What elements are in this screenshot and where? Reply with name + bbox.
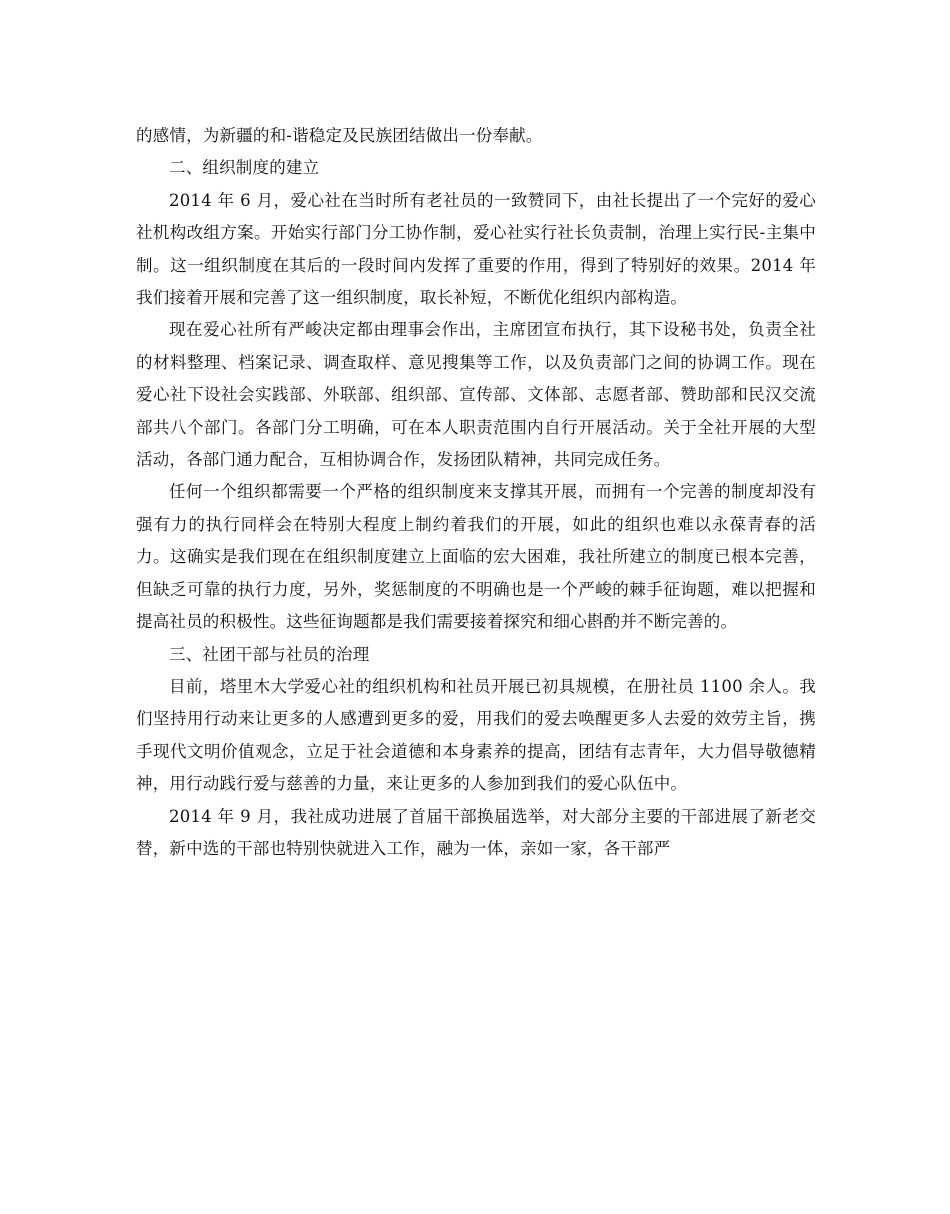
document-body: [136, 120, 816, 865]
section-heading-management: 三、社团干部与社员的治理: [169, 644, 370, 664]
paragraph: 2014 年 9 月，我社成功进展了首届干部换届选举，对大部分主要的干部进展了新老交替，新中选的干部也特别快就进入工作，融为一体，亲如一家，各干部严: [136, 806, 816, 858]
paragraph-continuation: 的感情，为新疆的和-谐稳定及民族团结做出一份奉献。: [136, 126, 543, 145]
section-heading-organization: 二、组织制度的建立: [169, 158, 320, 178]
paragraph: 现在爱心社所有严峻决定都由理事会作出，主席团宣布执行，其下设秘书处，负责全社的材料整理、档案记录、调查取样、意见搜集等工作，以及负责部门之间的协调工作。现在爱心社下设社会实践部、外联部、组织部、宣传部、文体部、志愿者部、赞助部和民汉交流部共八个部门。各部门分工明确，可在本人职责范围内自行开展活动。关于全社开展的大型活动，各部门通力配合，互相协调合作，发扬团队精神，共同完成任务。: [136, 320, 816, 470]
paragraph: 目前，塔里木大学爱心社的组织机构和社员开展已初具规模，在册社员 1100 余人。我们坚持用行动来让更多的人感遭到更多的爱，用我们的爱去唤醒更多人去爱的效劳主旨，携手现代文明价值观念，立足于社会道德和本身素养的提高，团结有志青年，大力倡导敬德精神，用行动践行爱与慈善的力量，来让更多的人参加到我们的爱心队伍中。: [136, 676, 816, 794]
paragraph: 2014 年 6 月，爱心社在当时所有老社员的一致赞同下，由社长提出了一个完好的爱心社机构改组方案。开始实行部门分工协作制，爱心社实行社长负责制，治理上实行民-主集中制。这一组织制度在其后的一段时间内发挥了重要的作用，得到了特别好的效果。2014 年我们接着开展和完善了这一组织制度，取长补短，不断优化组织内部构造。: [136, 190, 816, 308]
paragraph: 任何一个组织都需要一个严格的组织制度来支撑其开展，而拥有一个完善的制度却没有强有力的执行同样会在特别大程度上制约着我们的开展，如此的组织也难以永葆青春的活力。这确实是我们现在在组织制度建立上面临的宏大困难，我社所建立的制度已根本完善，但缺乏可靠的执行力度，另外，奖惩制度的不明确也是一个严峻的棘手征询题，难以把握和提高社员的积极性。这些征询题都是我们需要接着探究和细心斟酌并不断完善的。: [136, 482, 816, 632]
